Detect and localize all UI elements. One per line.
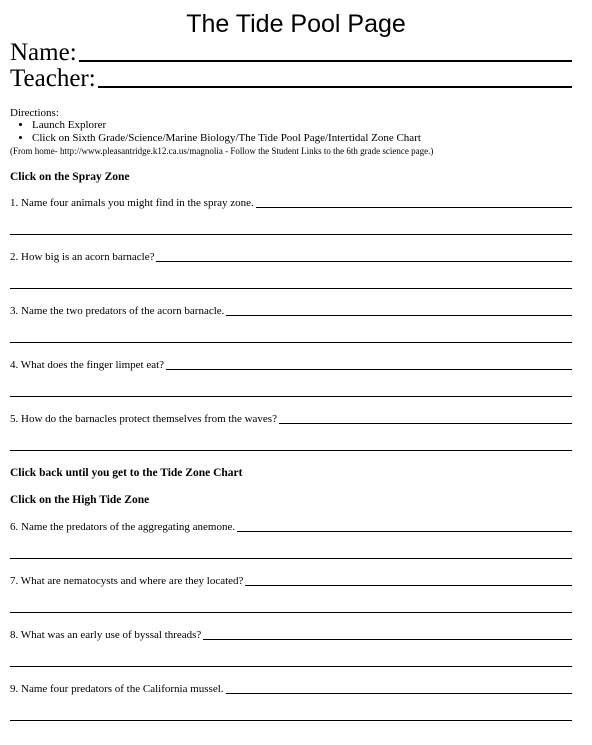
page-title: The Tide Pool Page bbox=[186, 10, 406, 38]
answer-line bbox=[226, 315, 572, 316]
answer-line bbox=[10, 396, 572, 397]
direction-step: • Launch Explorer bbox=[32, 119, 421, 132]
answer-line bbox=[279, 423, 572, 424]
answer-line bbox=[10, 612, 572, 613]
directions-note: (From home- http://www.pleasantridge.k12.ca.us/magnolia - Follow the Student Links to the 6th grade science page.) bbox=[10, 146, 434, 156]
question-text: 2. How big is an acorn barnacle? bbox=[10, 251, 155, 263]
question-6 bbox=[10, 520, 572, 534]
answer-line bbox=[256, 207, 572, 208]
teacher-field bbox=[10, 66, 572, 92]
name-blank-line bbox=[79, 60, 572, 62]
teacher-blank-line bbox=[98, 86, 572, 88]
answer-line bbox=[245, 585, 572, 586]
question-4 bbox=[10, 358, 572, 372]
answer-line bbox=[10, 450, 572, 451]
question-text: 9. Name four predators of the California mussel. bbox=[10, 683, 224, 695]
question-text: 3. Name the two predators of the acorn barnacle. bbox=[10, 305, 225, 317]
question-8 bbox=[10, 628, 572, 642]
answer-line bbox=[156, 261, 572, 262]
answer-line bbox=[226, 693, 572, 694]
question-text: 7. What are nematocysts and where are they located? bbox=[10, 575, 244, 587]
question-text: 6. Name the predators of the aggregating anemone. bbox=[10, 521, 236, 533]
answer-line bbox=[10, 720, 572, 721]
answer-line bbox=[10, 342, 572, 343]
heading-high-tide-zone: Click on the High Tide Zone bbox=[10, 494, 150, 506]
question-text: 8. What was an early use of byssal threads? bbox=[10, 629, 202, 641]
answer-line bbox=[10, 234, 572, 235]
question-1 bbox=[10, 196, 572, 210]
question-text: 4. What does the finger limpet eat? bbox=[10, 359, 165, 371]
heading-back-to-chart: Click back until you get to the Tide Zone Chart bbox=[10, 467, 243, 479]
question-5 bbox=[10, 412, 572, 426]
answer-line bbox=[166, 369, 572, 370]
question-2 bbox=[10, 250, 572, 264]
answer-line bbox=[10, 288, 572, 289]
answer-line bbox=[10, 558, 572, 559]
question-3 bbox=[10, 304, 572, 318]
answer-line bbox=[10, 666, 572, 667]
answer-line bbox=[203, 639, 572, 640]
directions-list bbox=[10, 119, 421, 144]
heading-spray-zone: Click on the Spray Zone bbox=[10, 171, 130, 183]
question-text: 1. Name four animals you might find in the spray zone. bbox=[10, 197, 254, 209]
question-7 bbox=[10, 574, 572, 588]
answer-line bbox=[237, 531, 572, 532]
direction-step: • Click on Sixth Grade/Science/Marine Biology/The Tide Pool Page/Intertidal Zone Chart bbox=[32, 132, 421, 145]
teacher-label: Teacher: bbox=[10, 65, 96, 92]
directions-label: Directions: bbox=[10, 107, 59, 119]
question-9 bbox=[10, 682, 572, 696]
name-field bbox=[10, 40, 572, 66]
name-label: Name: bbox=[10, 39, 77, 66]
question-text: 5. How do the barnacles protect themselves from the waves? bbox=[10, 413, 277, 425]
